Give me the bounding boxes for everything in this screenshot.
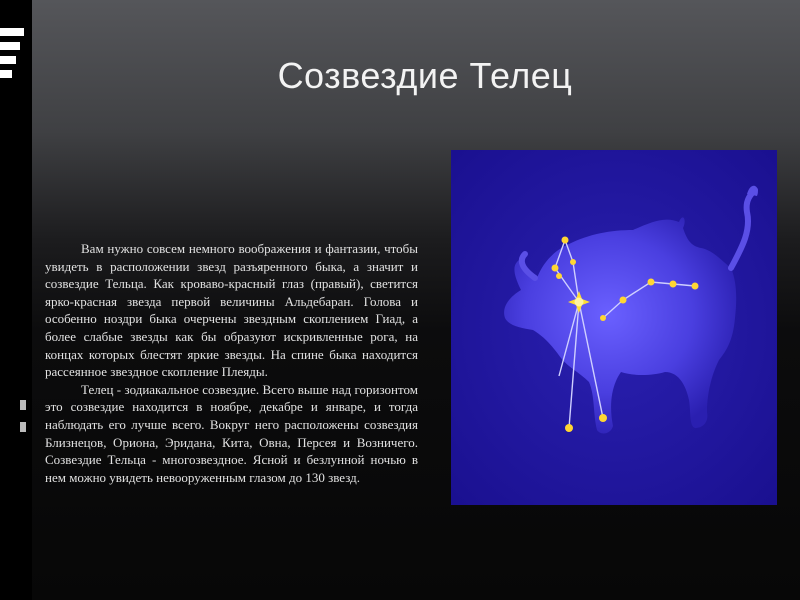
- paragraph-2: Телец - зодиакальное созвездие. Всего выше над горизонтом это созвездие находится в ноябре, декабре и январе, и тогда наблюдать его лучше всего. Вокруг него расположены созвездия Близнецов, Ориона, Эридана, Кита, Овна, Персея и Возничего. Созвездие Тельца - многозвездное. Ясной и безлунной ночью в нем можно увидеть невооруженным глазом до 130 звезд.: [45, 381, 418, 485]
- slide-body: [45, 240, 418, 486]
- stripes-decoration: [0, 28, 24, 88]
- slide-title: Созвездие Телец: [277, 55, 573, 96]
- taurus-constellation-illustration-icon: [451, 150, 777, 505]
- taurus-constellation-image: [451, 150, 777, 505]
- paragraph-1: Вам нужно совсем немного воображения и фантазии, чтобы увидеть в расположении звезд разъяренного быка, а значит и созвездие Тельца. Как кроваво-красный глаз (правый), светится ярко-красная звезда первой величины Альдебаран. Голова и особенно ноздри быка очерчены звездным скоплением Гиад, а более слабые звезды как бы образуют искривленные рога, на концах которых блестят яркие звезды. На спине быка находится рассеянное звездное скопление Плеяды.: [45, 241, 418, 380]
- left-decoration-bar: [0, 0, 32, 600]
- side-ticks-decoration: [20, 400, 28, 444]
